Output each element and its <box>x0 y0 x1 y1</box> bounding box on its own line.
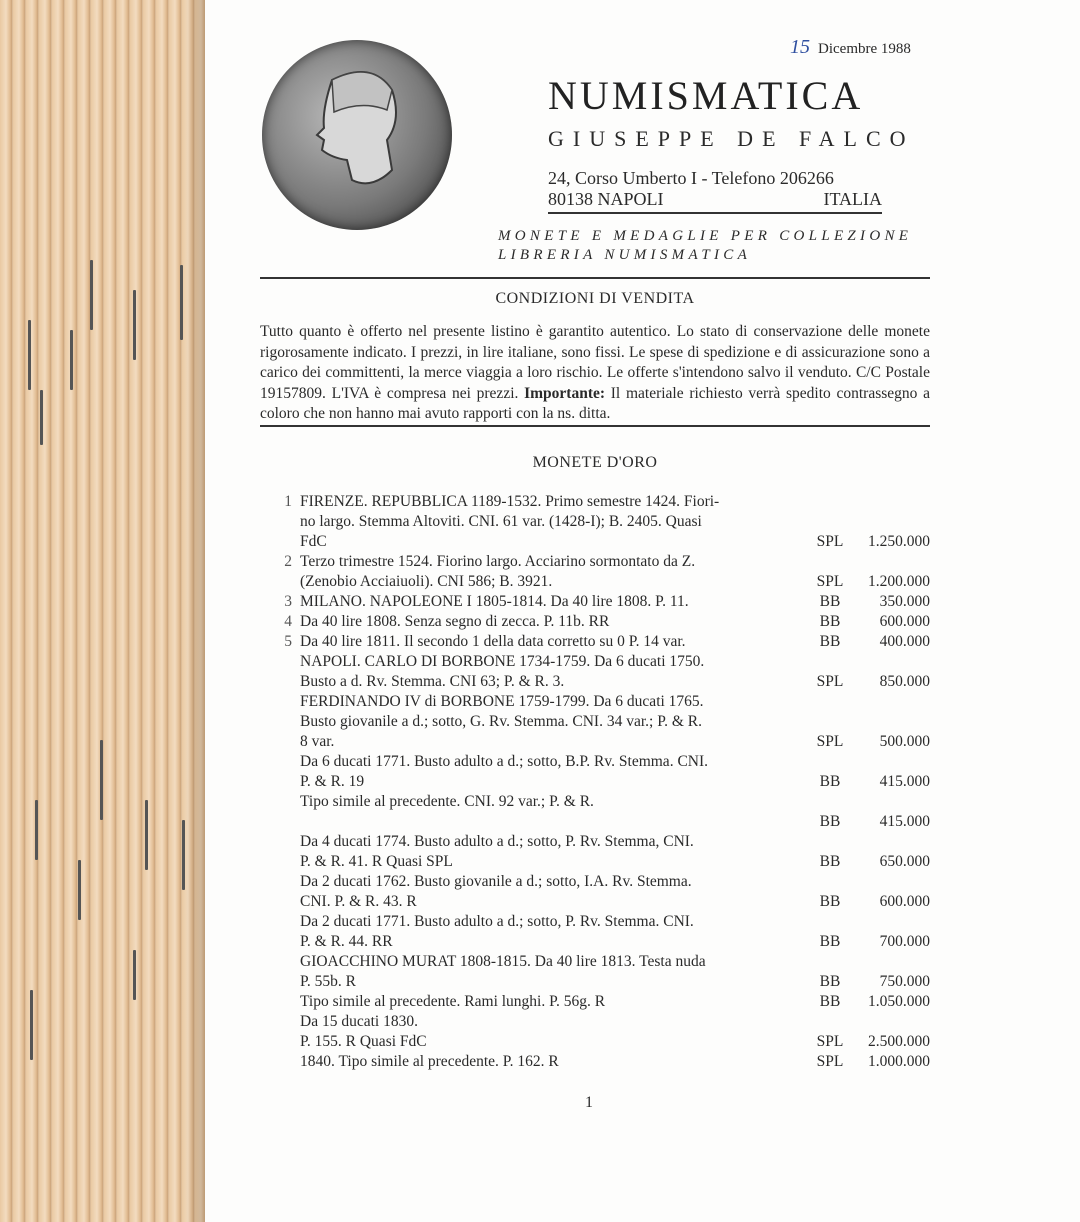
item-number <box>270 572 300 592</box>
item-grade: BB <box>819 773 841 790</box>
item-grade <box>800 652 860 672</box>
item-price: 1.200.000 <box>868 573 930 590</box>
item-price <box>860 792 930 812</box>
item-price <box>860 952 930 972</box>
item-grade: SPL <box>816 1053 844 1070</box>
item-description: P. & R. 19 <box>300 773 365 790</box>
item-price: 350.000 <box>879 593 930 610</box>
divider <box>260 277 930 279</box>
item-price <box>860 912 930 932</box>
item-grade: SPL <box>816 1033 844 1050</box>
item-grade: BB <box>819 933 841 950</box>
list-item <box>270 832 930 872</box>
list-item <box>270 692 930 752</box>
handwritten-day: 15 <box>790 36 810 58</box>
item-grade <box>800 512 860 532</box>
item-grade <box>800 912 860 932</box>
list-item <box>270 952 930 992</box>
item-grade: SPL <box>816 533 844 550</box>
item-description: 1840. Tipo simile al precedente. P. 162. R <box>300 1053 559 1070</box>
item-price: 750.000 <box>879 973 930 990</box>
item-grade <box>800 792 860 812</box>
item-description: FERDINANDO IV di BORBONE 1759-1799. Da 6 ducati 1765. <box>300 693 704 710</box>
item-grade <box>800 952 860 972</box>
item-number <box>270 952 300 972</box>
item-grade: BB <box>819 633 841 650</box>
item-description: Da 15 ducati 1830. <box>300 1013 418 1030</box>
item-number <box>270 652 300 672</box>
item-price <box>860 752 930 772</box>
section-title: MONETE D'ORO <box>532 454 658 471</box>
item-price: 1.050.000 <box>868 993 930 1010</box>
item-price <box>860 872 930 892</box>
item-number <box>270 832 300 852</box>
address-country: ITALIA <box>823 189 882 209</box>
divider <box>260 425 930 427</box>
company-address <box>548 168 882 210</box>
item-number <box>270 732 300 752</box>
item-number <box>270 1032 300 1052</box>
item-grade: BB <box>819 973 841 990</box>
divider <box>548 212 882 214</box>
item-description: P. & R. 44. RR <box>300 933 393 950</box>
item-description: FdC <box>300 533 327 550</box>
item-description: Busto a d. Rv. Stemma. CNI 63; P. & R. 3. <box>300 673 565 690</box>
item-price <box>860 552 930 572</box>
item-price <box>860 712 930 732</box>
item-number <box>270 872 300 892</box>
item-grade: BB <box>819 893 841 910</box>
item-price: 415.000 <box>879 813 930 830</box>
item-description: NAPOLI. CARLO DI BORBONE 1734-1759. Da 6 ducati 1750. <box>300 653 705 670</box>
item-description: Da 40 lire 1811. Il secondo 1 della data corretto su 0 P. 14 var. <box>300 633 686 650</box>
list-item <box>270 1052 930 1072</box>
item-price <box>860 692 930 712</box>
item-grade <box>800 492 860 512</box>
item-grade <box>800 712 860 732</box>
item-number <box>270 692 300 712</box>
list-item <box>270 752 930 792</box>
item-number <box>270 892 300 912</box>
item-number <box>270 912 300 932</box>
item-grade <box>800 1012 860 1032</box>
item-description: Da 4 ducati 1774. Busto adulto a d.; sotto, P. Rv. Stemma, CNI. <box>300 833 694 850</box>
item-price: 500.000 <box>879 733 930 750</box>
item-price: 415.000 <box>879 773 930 790</box>
tagline-coins: MONETE E MEDAGLIE PER COLLEZIONE <box>498 228 913 244</box>
item-price: 2.500.000 <box>868 1033 930 1050</box>
list-item <box>270 1012 930 1052</box>
list-item <box>270 652 930 692</box>
company-owner: GIUSEPPE DE FALCO <box>548 126 915 151</box>
item-price <box>860 512 930 532</box>
item-number <box>270 852 300 872</box>
item-number <box>270 512 300 532</box>
item-number <box>270 752 300 772</box>
item-price <box>860 1012 930 1032</box>
item-number: 2 <box>284 553 292 570</box>
item-grade: BB <box>819 993 841 1010</box>
list-item <box>270 592 930 612</box>
item-description: FIRENZE. REPUBBLICA 1189-1532. Primo semestre 1424. Fiori- <box>300 493 720 510</box>
item-description: Tipo simile al precedente. CNI. 92 var.; P. & R. <box>300 793 594 810</box>
item-description: Da 40 lire 1808. Senza segno di zecca. P. 11b. RR <box>300 613 610 630</box>
item-price: 1.000.000 <box>868 1053 930 1070</box>
item-description: (Zenobio Acciaiuoli). CNI 586; B. 3921. <box>300 573 553 590</box>
item-description: P. 155. R Quasi FdC <box>300 1033 427 1050</box>
item-number <box>270 1012 300 1032</box>
list-item <box>270 872 930 912</box>
item-price <box>860 832 930 852</box>
item-grade: SPL <box>816 673 844 690</box>
item-grade: BB <box>819 813 841 830</box>
item-grade: SPL <box>816 733 844 750</box>
conditions-text: Tutto quanto è offerto nel presente listino è garantito autentico. Lo stato di conservazione delle monete rigorosamente indicato. I prezzi, in lire italiane, sono fissi. Le spese di spedizione e di assicurazione sono a carico dei committenti, la merce viaggia a loro rischio. Le offerte s'intendono salvo il venduto. C/C Postale 19157809. L'IVA è compresa nei prezzi. Importante: Il materiale richiesto verrà spedito contrassegno a coloro che non hanno mai avuto rapporti con la ns. ditta. <box>260 323 930 422</box>
item-description <box>300 812 800 832</box>
company-title: NUMISMATICA <box>548 73 864 118</box>
list-item <box>270 992 930 1012</box>
item-description: 8 var. <box>300 733 335 750</box>
item-description: Busto giovanile a d.; sotto, G. Rv. Stemma. CNI. 34 var.; P. & R. <box>300 713 702 730</box>
item-number <box>270 772 300 792</box>
item-number: 4 <box>284 613 292 630</box>
list-item <box>270 792 930 832</box>
item-number: 5 <box>284 633 292 650</box>
item-grade: BB <box>819 853 841 870</box>
item-description: Da 6 ducati 1771. Busto adulto a d.; sotto, B.P. Rv. Stemma. CNI. <box>300 753 709 770</box>
conditions-heading: CONDIZIONI DI VENDITA <box>495 290 695 307</box>
item-grade <box>800 872 860 892</box>
item-grade: SPL <box>816 573 844 590</box>
item-price <box>860 492 930 512</box>
item-price: 850.000 <box>879 673 930 690</box>
item-number <box>270 932 300 952</box>
item-price: 400.000 <box>879 633 930 650</box>
item-number <box>270 992 300 1012</box>
item-number <box>270 972 300 992</box>
item-description: Terzo trimestre 1524. Fiorino largo. Acciarino sormontato da Z. <box>300 553 696 570</box>
list-item <box>270 492 930 552</box>
item-price: 700.000 <box>879 933 930 950</box>
item-description: no largo. Stemma Altoviti. CNI. 61 var. (1428-I); B. 2405. Quasi <box>300 513 702 530</box>
item-grade <box>800 752 860 772</box>
item-number <box>270 672 300 692</box>
booklet-edges <box>0 0 205 1222</box>
address-line: 24, Corso Umberto I - Telefono 206266 <box>548 168 834 188</box>
item-price: 600.000 <box>879 893 930 910</box>
item-grade <box>800 692 860 712</box>
item-description: CNI. P. & R. 43. R <box>300 893 417 910</box>
tagline-library: LIBRERIA NUMISMATICA <box>498 247 752 263</box>
item-number <box>270 792 300 812</box>
item-grade <box>800 832 860 852</box>
item-number <box>270 532 300 552</box>
address-city: 80138 NAPOLI <box>548 189 664 209</box>
issue-date: 15 Dicembre 1988 <box>790 36 911 58</box>
item-price: 600.000 <box>879 613 930 630</box>
item-number: 1 <box>284 493 292 510</box>
item-description: Da 2 ducati 1762. Busto giovanile a d.; sotto, I.A. Rv. Stemma. <box>300 873 692 890</box>
item-description: GIOACCHINO MURAT 1808-1815. Da 40 lire 1813. Testa nuda <box>300 953 706 970</box>
item-price <box>860 652 930 672</box>
list-item <box>270 612 930 632</box>
item-price: 1.250.000 <box>868 533 930 550</box>
item-number: 3 <box>284 593 292 610</box>
coin-list <box>270 492 930 1072</box>
coin-athena-image <box>262 40 452 230</box>
item-price: 650.000 <box>879 853 930 870</box>
item-description: Tipo simile al precedente. Rami lunghi. P. 56g. R <box>300 993 606 1010</box>
list-item <box>270 552 930 592</box>
item-description: MILANO. NAPOLEONE I 1805-1814. Da 40 lire 1808. P. 11. <box>300 593 689 610</box>
item-grade: BB <box>819 613 841 630</box>
page-number: 1 <box>585 1094 593 1111</box>
item-description: P. 55b. R <box>300 973 356 990</box>
item-description: Da 2 ducati 1771. Busto adulto a d.; sotto, P. Rv. Stemma. CNI. <box>300 913 694 930</box>
item-number <box>270 712 300 732</box>
item-grade <box>800 552 860 572</box>
item-number <box>270 812 300 832</box>
item-description: P. & R. 41. R Quasi SPL <box>300 853 453 870</box>
list-item <box>270 632 930 652</box>
list-item <box>270 912 930 952</box>
item-number <box>270 1052 300 1072</box>
item-grade: BB <box>819 593 841 610</box>
